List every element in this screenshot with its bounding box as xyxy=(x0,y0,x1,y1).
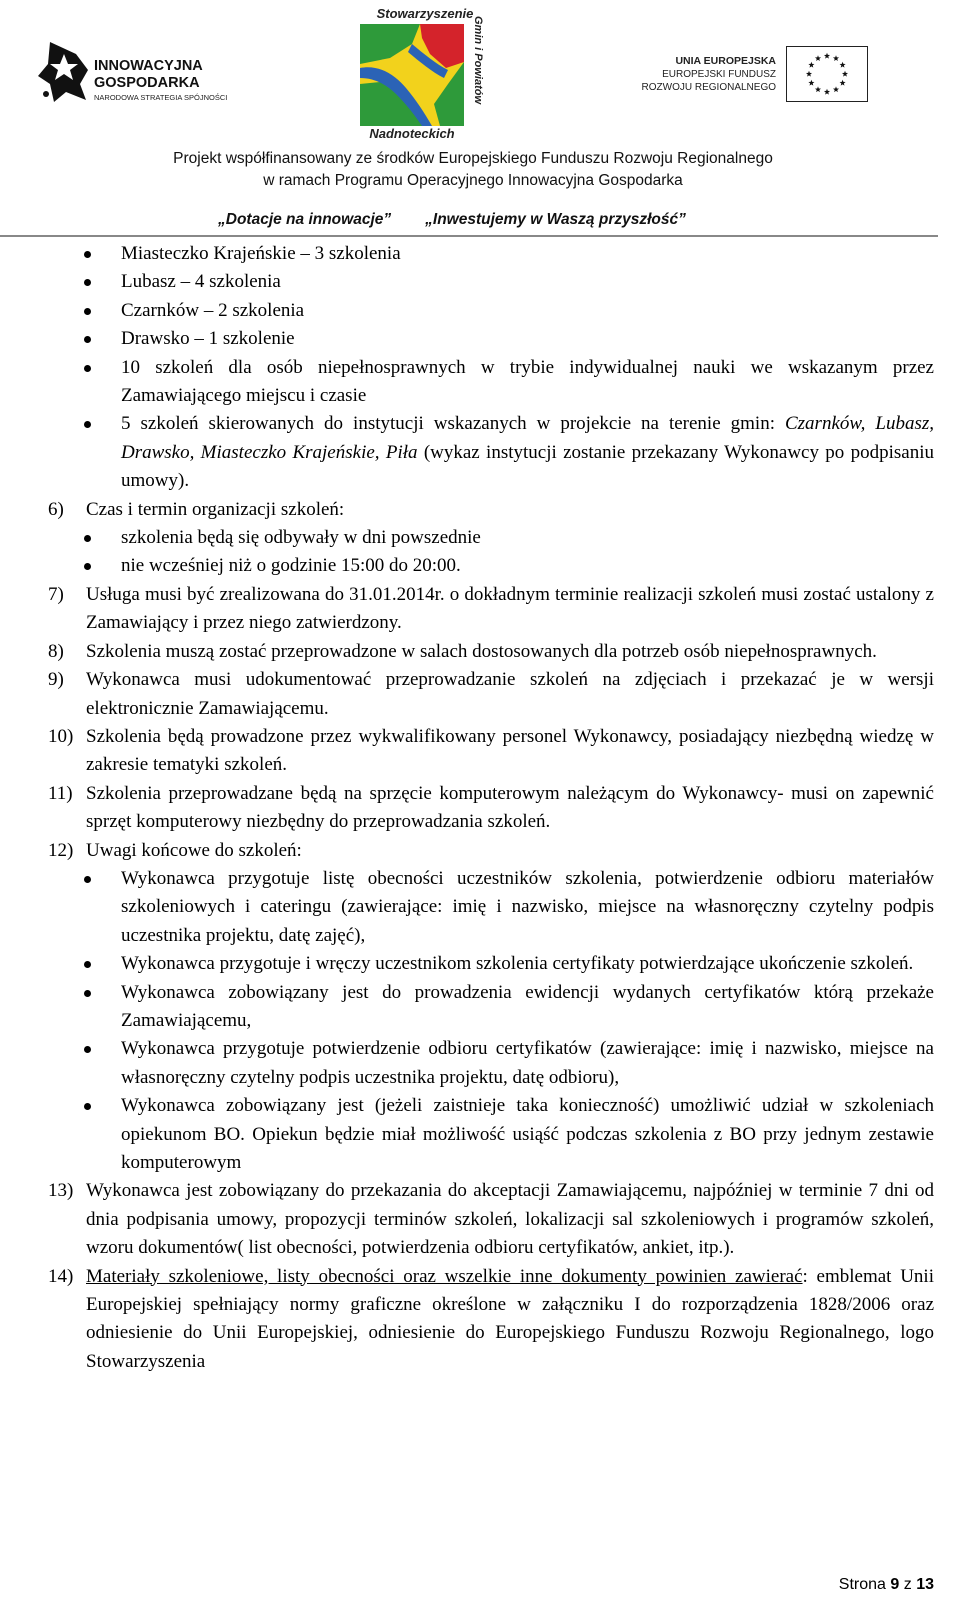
item-text: Wykonawca musi udokumentować przeprowadzanie szkoleń na zdjęciach i przekazać je w wersji elektronicznie Zamawiającemu. xyxy=(86,669,934,719)
list-item: nie wcześniej niż o godzinie 15:00 do 20:00. xyxy=(48,552,934,580)
item-text: Szkolenia muszą zostać przeprowadzone w salach dostosowanych dla potrzeb osób niepełnosprawnych. xyxy=(86,640,877,662)
innowacyjna-gospodarka-logo xyxy=(36,40,256,110)
snp-landscape-emblem-icon xyxy=(360,24,464,126)
list-item: Czarnków – 2 szkolenia xyxy=(48,297,934,325)
slogan-dotacje: „Dotacje na innowacje” xyxy=(218,211,392,228)
bullet5-text-before: 5 szkoleń skierowanych do instytucji wskazanych w projekcie na terenie gmin: xyxy=(121,413,785,435)
numbered-item-11 xyxy=(48,780,934,837)
item-text: Usługa musi być zrealizowana do 31.01.2014r. o dokładnym terminie realizacji szkoleń musi zostać ustalony z Zamawiający i przez niego zatwierdzony. xyxy=(86,583,934,634)
list-item-institutions xyxy=(48,410,934,495)
locations-bullet-list xyxy=(48,240,934,496)
ue-logo-line2: ROZWOJU REGIONALNEGO xyxy=(641,82,776,93)
ig-logo-title: INNOWACYJNA GOSPODARKA xyxy=(94,58,203,91)
list-item: Wykonawca przygotuje listę obecności uczestników szkolenia, potwierdzenie odbioru materiałów szkoleniowych i cateringu (zawierające: imię i nazwisko, miejsce na własnoręczny czytelny podpis uczestnika projektu, datę zajęć), xyxy=(48,865,934,950)
header-divider xyxy=(0,235,938,237)
ue-logo-line1: EUROPEJSKI FUNDUSZ xyxy=(662,69,776,80)
list-item: szkolenia będą się odbywały w dni powszednie xyxy=(48,524,934,552)
item-text: Czas i termin organizacji szkoleń: xyxy=(86,498,345,520)
stowarzyszenie-gmin-logo xyxy=(360,6,492,144)
item-number: 12) xyxy=(48,839,74,861)
footer-current-page: 9 xyxy=(890,1576,900,1593)
unia-europejska-logo xyxy=(636,42,868,106)
item-number: 8) xyxy=(48,640,64,662)
ig-emblem-icon xyxy=(36,40,92,106)
footer-of: z xyxy=(903,1576,912,1593)
footer-total-pages: 13 xyxy=(916,1576,934,1593)
list-item: Wykonawca zobowiązany jest (jeżeli zaistnieje taka konieczność) umożliwić udział w szkoleniach opiekunom BO. Opiekun będzie miał możliwość usiąść podczas szkolenia z BO przy jednym zestawie komputerowym xyxy=(48,1092,934,1177)
list-item: Wykonawca zobowiązany jest do prowadzenia ewidencji wydanych certyfikatów którą przekaże Zamawiającemu, xyxy=(48,979,934,1036)
final-remarks-bullet-list xyxy=(48,865,934,1177)
item-number: 6) xyxy=(48,498,64,520)
eu-flag-icon xyxy=(786,46,868,102)
item-text: Wykonawca jest zobowiązany do przekazania do akceptacji Zamawiającemu, najpóźniej w terminie 7 dni od dnia podpisania umowy, propozycji terminów szkoleń, lokalizacji sal szkoleniowych i programów szkoleń, wzoru dokumentów( list obecności, potwierdzenia odbioru certyfikatów, ankiet, itp.). xyxy=(86,1180,934,1259)
document-body xyxy=(48,240,934,1376)
item-number: 10) xyxy=(48,725,74,747)
header-slogans xyxy=(218,211,720,229)
item-number: 9) xyxy=(48,669,64,691)
snp-logo-top-text: Stowarzyszenie xyxy=(376,6,474,21)
item-text: Szkolenia będą prowadzone przez wykwalifikowany personel Wykonawcy, posiadający niezbędną wiedzę w zakresie tematyki szkoleń. xyxy=(86,725,934,776)
page-header xyxy=(0,0,960,243)
list-item: Wykonawca przygotuje i wręczy uczestnikom szkolenia certyfikaty potwierdzające ukończenie szkoleń. xyxy=(48,950,934,978)
snp-logo-bottom-text: Nadnoteckich xyxy=(369,126,455,141)
list-item: Miasteczko Krajeńskie – 3 szkolenia xyxy=(48,240,934,268)
ig-logo-subtitle: NARODOWA STRATEGIA SPÓJNOŚCI xyxy=(94,93,228,102)
list-item: Wykonawca przygotuje potwierdzenie odbioru certyfikatów (zawierające: imię i nazwisko, miejsce na własnoręczny czytelny podpis uczestnika projektu, datę odbioru), xyxy=(48,1035,934,1092)
item-text: Uwagi końcowe do szkoleń: xyxy=(86,839,302,861)
footer-label: Strona xyxy=(838,1576,886,1593)
ue-logo-text xyxy=(636,55,776,94)
item-text: : emblemat Unii Europejskiej spełniający normy graficzne określone w załączniku I do rozporządzenia 1828/2006 oraz odniesienie do Unii Europejskiej, odniesienie do Europejskiego Funduszu Rozwoju Regionalnego, logo Stowarzyszenia xyxy=(86,1265,934,1372)
numbered-item-8 xyxy=(48,638,934,666)
cofinancing-statement xyxy=(0,148,946,192)
cofinancing-line-1: Projekt współfinansowany ze środków Europejskiego Funduszu Rozwoju Regionalnego xyxy=(173,150,773,167)
numbered-item-13 xyxy=(48,1177,934,1262)
numbered-item-7 xyxy=(48,581,934,638)
list-item: 10 szkoleń dla osób niepełnosprawnych w trybie indywidualnej nauki we wskazanym przez Zamawiającego miejscu i czasie xyxy=(48,354,934,411)
item-text: Szkolenia przeprowadzane będą na sprzęcie komputerowym należącym do Wykonawcy- musi on zapewnić sprzęt komputerowy niezbędny do przeprowadzania szkoleń. xyxy=(86,782,934,833)
item-number: 11) xyxy=(48,782,73,804)
page-number-footer xyxy=(839,1576,934,1594)
item-number: 13) xyxy=(48,1180,74,1202)
cofinancing-line-2: w ramach Programu Operacyjnego Innowacyjna Gospodarka xyxy=(263,172,683,189)
numbered-item-14 xyxy=(48,1263,934,1377)
list-item: Drawsko – 1 szkolenie xyxy=(48,325,934,353)
item-number: 7) xyxy=(48,583,64,605)
numbered-item-6 xyxy=(48,496,934,524)
numbered-item-12 xyxy=(48,837,934,865)
schedule-bullet-list xyxy=(48,524,934,581)
ue-logo-title: UNIA EUROPEJSKA xyxy=(675,55,776,67)
snp-logo-side-text: Gmin i Powiatów xyxy=(472,16,484,105)
numbered-item-10 xyxy=(48,723,934,780)
slogan-inwestujemy: „Inwestujemy w Waszą przyszłość” xyxy=(425,211,686,228)
item-text-underlined: Materiały szkoleniowe, listy obecności oraz wszelkie inne dokumenty powinien zawierać xyxy=(86,1265,803,1287)
list-item: Lubasz – 4 szkolenia xyxy=(48,268,934,296)
bullet5-gminy-italic: Czarnków, Lubasz, Drawsko, Miasteczko Krajeńskie, Piła xyxy=(121,413,934,463)
numbered-item-9 xyxy=(48,666,934,723)
bullet5-text-after: (wykaz instytucji zostanie przekazany Wykonawcy po podpisaniu umowy). xyxy=(121,441,934,492)
item-number: 14) xyxy=(48,1265,74,1287)
